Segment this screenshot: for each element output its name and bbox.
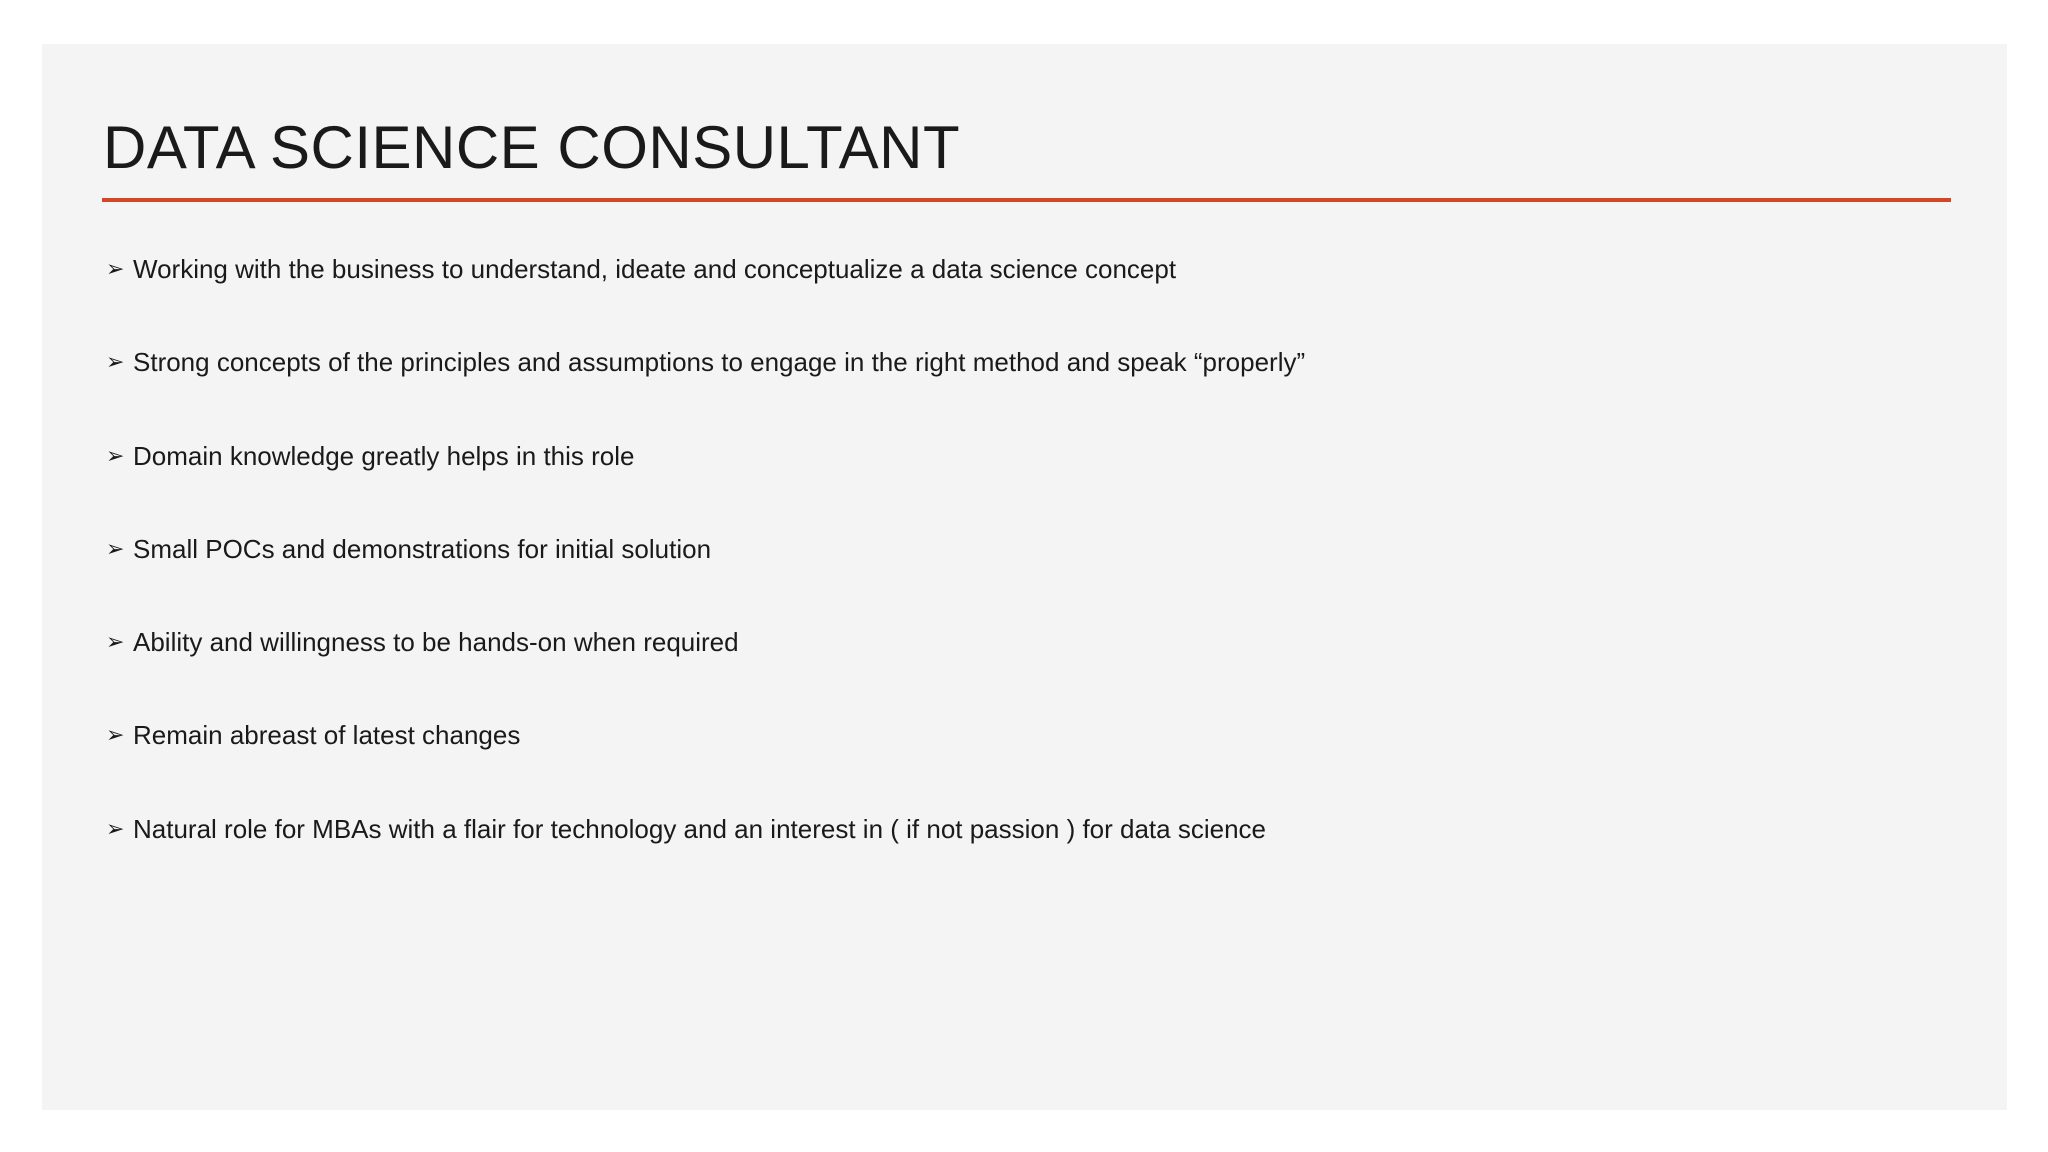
title-divider <box>102 198 1951 202</box>
bullet-item <box>106 717 1305 754</box>
bullet-text: Small POCs and demonstrations for initial solution <box>133 533 712 564</box>
bullet-item <box>106 624 1305 661</box>
arrow-bullet-icon: ➢ <box>106 816 125 842</box>
bullet-text: Ability and willingness to be hands-on when required <box>133 627 739 658</box>
bullet-text: Domain knowledge greatly helps in this role <box>133 440 635 471</box>
bullet-item <box>106 251 1305 288</box>
bullet-item <box>106 531 1305 568</box>
arrow-bullet-icon: ➢ <box>106 536 125 562</box>
bullet-text: Remain abreast of latest changes <box>133 720 521 751</box>
bullet-item <box>106 438 1305 475</box>
bullet-list <box>106 251 1305 904</box>
arrow-bullet-icon: ➢ <box>106 723 125 749</box>
bullet-item <box>106 811 1305 848</box>
slide <box>42 44 2007 1110</box>
arrow-bullet-icon: ➢ <box>106 630 125 656</box>
bullet-item <box>106 344 1305 381</box>
bullet-text: Natural role for MBAs with a flair for technology and an interest in ( if not passion ) for data science <box>133 813 1266 844</box>
arrow-bullet-icon: ➢ <box>106 350 125 376</box>
slide-title: DATA SCIENCE CONSULTANT <box>103 114 961 181</box>
bullet-text: Strong concepts of the principles and assumptions to engage in the right method and speak “properly” <box>133 347 1306 378</box>
arrow-bullet-icon: ➢ <box>106 257 125 282</box>
bullet-text: Working with the business to understand, ideate and conceptualize a data science concept <box>133 254 1177 284</box>
arrow-bullet-icon: ➢ <box>106 443 125 469</box>
